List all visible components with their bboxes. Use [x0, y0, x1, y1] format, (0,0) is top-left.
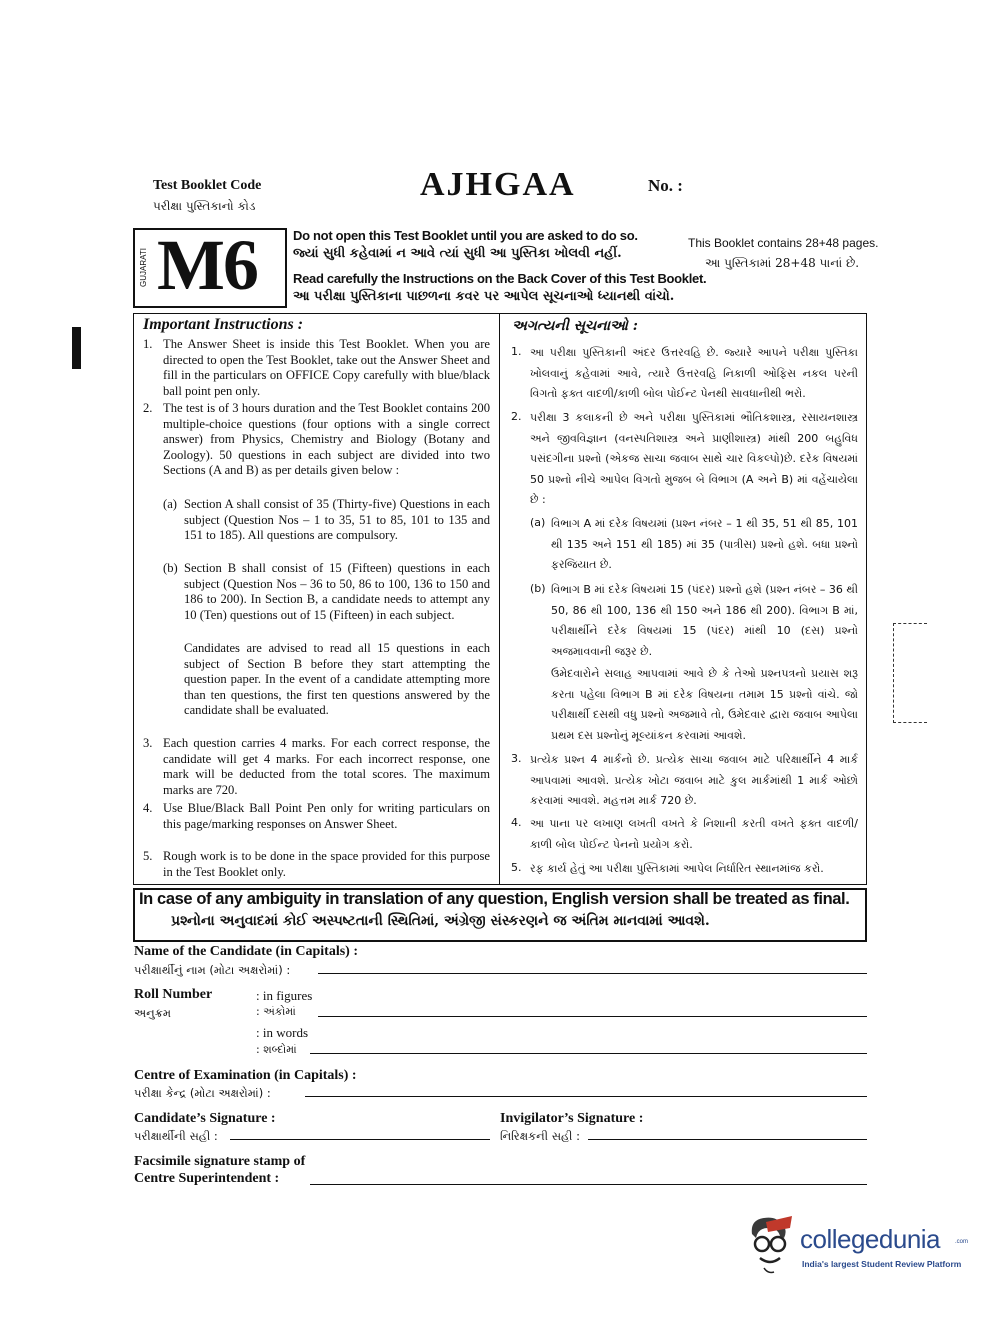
centre-label: Centre of Examination (in Capitals) : — [134, 1068, 357, 1083]
candidate-name-label-gu: પરીક્ષાર્થીનું નામ (મોટા અક્ષરોમાં) : — [134, 963, 291, 977]
instruction-2b: Section B shall consist of 15 (Fifteen) questions in each subject (Question Nos – 36 to 50, 86 to 100, 136 to 150 and 186 to 200). In Section B, a candidate needs to attempt any 10 (Ten) questions out of 15 (Fifteen) in each subject. — [184, 561, 490, 622]
collegedunia-logo-text: collegedunia — [800, 1224, 941, 1254]
cut-mark — [893, 623, 927, 723]
centre-label-gu: પરીક્ષા કેન્દ્ર (મોટા અક્ષરોમાં) : — [134, 1086, 271, 1100]
invigilator-signature-label-gu: નિરિક્ષકની સહી : — [500, 1129, 581, 1143]
stamp-field[interactable] — [310, 1184, 867, 1185]
instruction-4-gu: આ પાના પર લખાણ લખતી વખતે કે નિશાની કરતી વખતે ફક્ત વાદળી/ કાળી બોલ પોઈન્ટ પેનનો પ્રયોગ કરો. — [530, 817, 858, 851]
booklet-code: M6 — [157, 225, 257, 305]
column-divider — [499, 313, 500, 885]
instruction-2b-note-gu: ઉમેદવારોને સલાહ આપવામાં આવે છે કે તેઓ પ્રશ્નપત્રનો પ્રયાસ શરૂ કરતા પહેલા વિભાગ B માં દરેક વિષયના તમામ 15 પ્રશ્નો વાંચે. જો પરીક્ષાર્થી દસથી વધુ પ્રશ્નો અજમાવે તો, ઉમેદવાર દ્વારા જવાબ આપેલા પ્રથમ દસ પ્રશ્નોનું મૂલ્યાંકન કરવામાં આવશે. — [551, 667, 858, 742]
instruction-3-gu: પ્રત્યેક પ્રશ્ન 4 માર્કનો છે. પ્રત્યેક સાચા જવાબ માટે પરિક્ષાર્થીને 4 માર્ક આપવામાં આવશે. પ્રત્યેક ખોટા જવાબ માટે કુલ માર્કમાંથી 1 માર્ક ઓછો કરવામાં આવશે. મહત્તમ માર્ક 720 છે. — [530, 753, 858, 808]
instruction-2a-gu: વિભાગ A માં દરેક વિષયમાં (પ્રશ્ન નંબર – 1 થી 35, 51 થી 85, 101 થી 135 અને 151 થી 185) માં 35 (પાત્રીસ) પ્રશ્નો હશે. બધા પ્રશ્નો ફરજિયાત છે. — [551, 517, 858, 572]
roll-number-figures-field[interactable] — [318, 1016, 867, 1017]
booklet-code-label: Test Booklet Code — [153, 178, 262, 193]
invigilator-signature-field[interactable] — [588, 1139, 867, 1140]
notice-read-back-cover-gu: આ પરીક્ષા પુસ્તિકાના પાછળના કવર પર આપેલ સૂચનાઓ ધ્યાનથી વાંચો. — [293, 289, 675, 304]
booklet-title: AJHGAA — [420, 166, 576, 203]
in-figures-label-gu: : અંકોમાં — [256, 1005, 296, 1018]
roll-number-label: Roll Number — [134, 987, 213, 1002]
important-instructions-title-gu: અગત્યની સૂચનાઓ : — [512, 318, 638, 334]
centre-field[interactable] — [305, 1096, 867, 1097]
ambiguity-text: In case of any ambiguity in translation of any question, English version shall be treated as final. — [139, 890, 850, 908]
booklet-number-label: No. : — [648, 176, 683, 195]
in-words-label: : in words — [256, 1025, 308, 1040]
instruction-4: Use Blue/Black Ball Point Pen only for writing particulars on this page/marking responses on Answer Sheet. — [163, 801, 490, 831]
collegedunia-tagline: India's largest Student Review Platform — [802, 1259, 962, 1269]
candidate-name-label: Name of the Candidate (in Capitals) : — [134, 944, 358, 959]
instruction-2-gu: પરીક્ષા 3 કલાકની છે અને પરીક્ષા પુસ્તિકામાં ભૌતિકશાસ્ત્ર, રસાયનશાસ્ત્ર અને જીવવિજ્ઞાન (વનસ્પતિશાસ્ત્ર અને પ્રાણીશાસ્ત્ર) માંથી 200 બહુવિધ પસંદગીના પ્રશ્નો (એકજ સાચા જવાબ સાથે ચાર વિકલ્પો)છે. દરેક વિષયમાં 50 પ્રશ્નો નીચે આપેલ વિગતો મુજબ બે વિભાગ (A અને B) માં વહેંચાયેલા છે : — [530, 411, 858, 507]
page-count-gu: આ પુસ્તિકામાં 28+48 પાનાં છે. — [705, 256, 860, 270]
instruction-2b-gu: વિભાગ B માં દરેક વિષયમાં 15 (પંદર) પ્રશ્નો હશે (પ્રશ્ન નંબર – 36 થી 50, 86 થી 100, 136 થી 150 અને 186 થી 200). વિભાગ B માં, પરીક્ષાર્થીને દરેક વિષયમાં 15 (પંદર) માંથી 10 (દસ) પ્રશ્નો અજમાવવાની જરૂર છે. — [551, 583, 858, 658]
instruction-5-gu: રફ કાર્ય હેતું આ પરીક્ષા પુસ્તિકામાં આપેલ નિર્ધારિત સ્થાનમાંજ કરો. — [530, 862, 824, 875]
notice-do-not-open: Do not open this Test Booklet until you are asked to do so. — [293, 228, 638, 243]
notice-do-not-open-gu: જ્યાં સુધી કહેવામાં ન આવે ત્યાં સુધી આ પુસ્તિકા ખોલવી નહીં. — [293, 246, 622, 261]
instruction-5: Rough work is to be done in the space provided for this purpose in the Test Booklet only. — [163, 849, 490, 879]
collegedunia-logo-icon — [742, 1214, 794, 1274]
collegedunia-logo-suffix: .com — [955, 1239, 969, 1245]
invigilator-signature-label: Invigilator’s Signature : — [500, 1111, 644, 1126]
roll-number-label-gu: અનુક્રમ — [134, 1006, 171, 1020]
notice-read-back-cover: Read carefully the Instructions on the Back Cover of this Test Booklet. — [293, 271, 707, 286]
language-tag: GUJARATI — [134, 230, 153, 306]
instruction-2: The test is of 3 hours duration and the Test Booklet contains 200 multiple-choice questions (four options with a single correct answer) from Physics, Chemistry and Biology (Botany and Zoology). 50 questions in each subject are divided into two Sections (A and B) as per details given below : — [163, 401, 490, 478]
ambiguity-text-gu: પ્રશ્નોના અનુવાદમાં કોઈ અસ્પષ્ટતાની સ્થિતિમાં, અંગ્રેજી સંસ્કરણને જ અંતિમ માનવામાં આવશે. — [171, 913, 710, 929]
important-instructions-title: Important Instructions : — [143, 316, 304, 333]
in-words-label-gu: : શબ્દોમાં — [256, 1043, 297, 1056]
instruction-3: Each question carries 4 marks. For each correct response, the candidate will get 4 marks. For each incorrect response, one mark will be deducted from the total scores. The maximum marks are 720. — [163, 736, 490, 797]
candidate-signature-label: Candidate’s Signature : — [134, 1111, 276, 1126]
stamp-label-line1: Facsimile signature stamp of — [134, 1154, 306, 1169]
booklet-code-box — [133, 225, 287, 308]
in-figures-label: : in figures — [256, 988, 313, 1003]
page-count: This Booklet contains 28+48 pages. — [688, 236, 879, 250]
booklet-code-label-gu: પરીક્ષા પુસ્તિકાનો કોડ — [153, 199, 256, 213]
instruction-1: The Answer Sheet is inside this Test Booklet. When you are directed to open the Test Booklet, take out the Answer Sheet and fill in the particulars on OFFICE Copy carefully with blue/black ball point pen only. — [163, 337, 490, 398]
instruction-2b-note: Candidates are advised to read all 15 questions in each subject of Section B before they start attempting the question paper. In the event of a candidate attempting more than ten questions, the first ten questions answered by the candidate shall be evaluated. — [184, 641, 490, 718]
candidate-signature-field[interactable] — [230, 1139, 490, 1140]
instruction-2a: Section A shall consist of 35 (Thirty-five) Questions in each subject (Question Nos – 1 to 35, 51 to 85, 101 to 135 and 151 to 185). All questions are compulsory. — [184, 497, 490, 543]
candidate-name-field[interactable] — [318, 973, 867, 974]
stamp-label-line2: Centre Superintendent : — [134, 1171, 280, 1186]
registration-mark — [72, 327, 81, 369]
instruction-1-gu: આ પરીક્ષા પુસ્તિકાની અંદર ઉત્તરવહિ છે. જ્યારે આપને પરીક્ષા પુસ્તિકા ખોલવાનું કહેવામાં આવે, ત્યારે ઉત્તરવહિ નિકાળી ઓફિસ નકલ પરની વિગતો ફક્ત વાદળી/કાળી બોલ પોઈન્ટ પેનથી સાવધાનીથી ભરો. — [530, 346, 858, 401]
roll-number-words-field[interactable] — [310, 1053, 867, 1054]
candidate-signature-label-gu: પરીક્ષાર્થીની સહી : — [134, 1129, 218, 1143]
